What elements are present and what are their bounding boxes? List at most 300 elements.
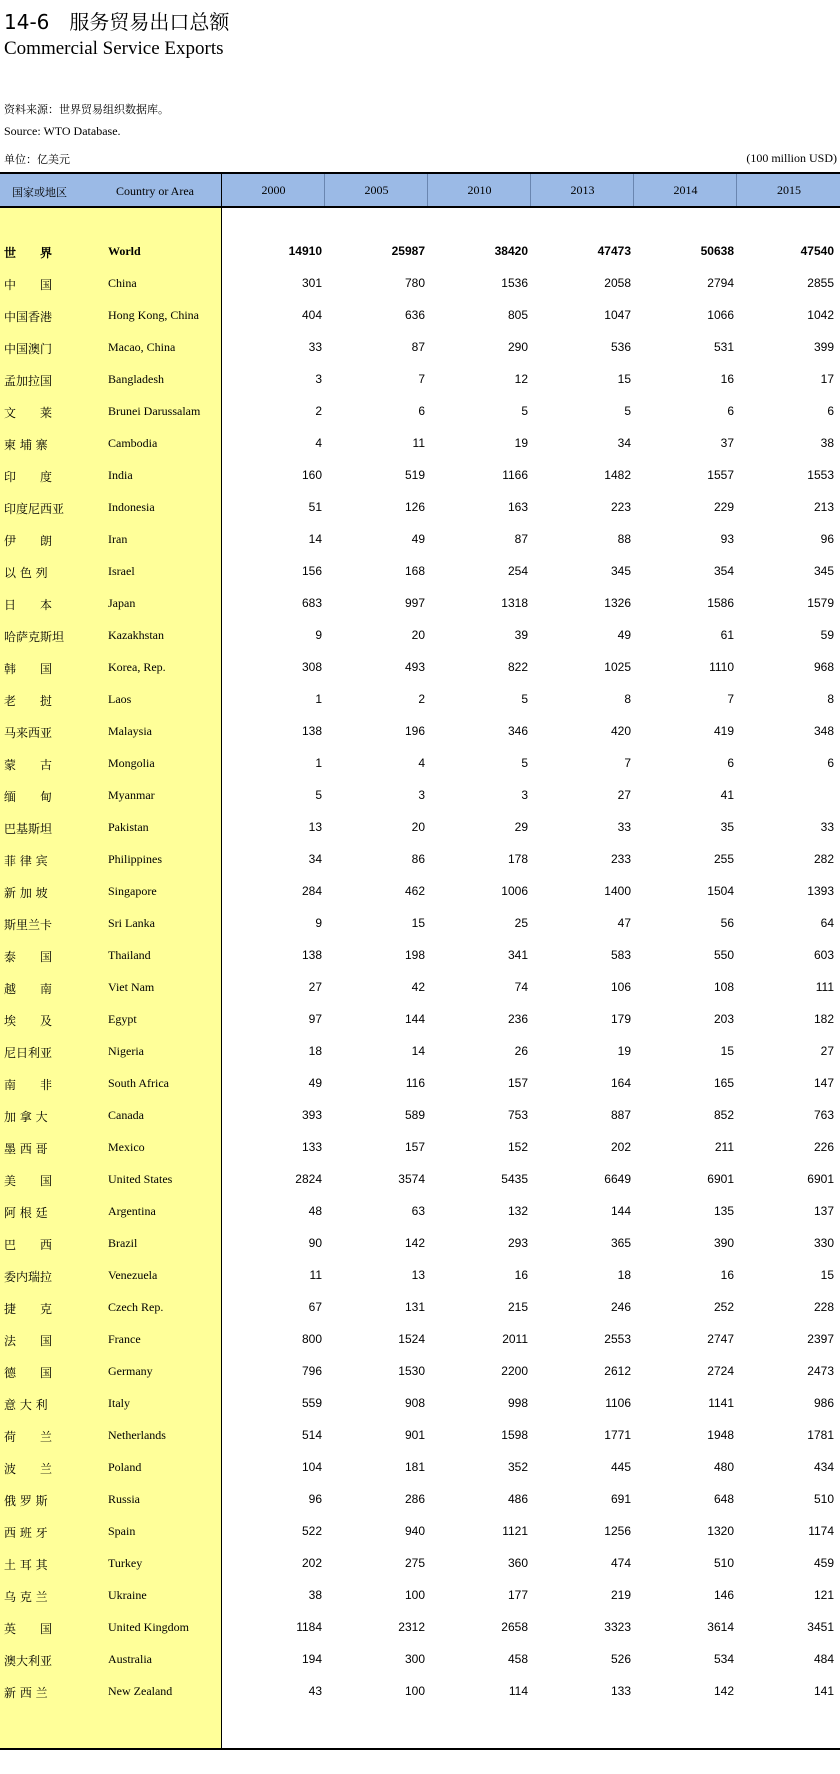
table-row xyxy=(0,588,840,620)
value-cell: 293 xyxy=(507,1236,528,1250)
country-name-chinese: 美 国 xyxy=(4,1174,53,1188)
value-cell: 19 xyxy=(617,1044,631,1058)
value-cell: 589 xyxy=(404,1108,425,1122)
value-cell: 51 xyxy=(308,500,322,514)
value-cell: 106 xyxy=(610,980,631,994)
value-cell: 1 xyxy=(315,756,322,770)
value-cell: 5 xyxy=(624,404,631,418)
country-name-chinese: 中国澳门 xyxy=(4,342,53,356)
country-name-english: Poland xyxy=(108,1460,142,1474)
value-cell: 168 xyxy=(404,564,425,578)
table-row xyxy=(0,1228,840,1260)
value-cell: 156 xyxy=(301,564,322,578)
value-cell: 48 xyxy=(308,1204,322,1218)
value-cell: 179 xyxy=(610,1012,631,1026)
value-cell: 1536 xyxy=(501,276,528,290)
value-cell: 67 xyxy=(308,1300,322,1314)
table-row xyxy=(0,716,840,748)
table-row xyxy=(0,1100,840,1132)
country-name-english: Korea, Rep. xyxy=(108,660,166,674)
value-cell: 534 xyxy=(713,1652,734,1666)
value-cell: 6 xyxy=(418,404,425,418)
header-year-2005: 2005 xyxy=(324,174,428,206)
header-year-2010: 2010 xyxy=(427,174,531,206)
value-cell: 38420 xyxy=(494,244,528,258)
table-row xyxy=(0,556,840,588)
data-table xyxy=(0,172,840,1750)
value-cell: 484 xyxy=(813,1652,834,1666)
table-row xyxy=(0,1196,840,1228)
value-cell: 887 xyxy=(610,1108,631,1122)
value-cell: 219 xyxy=(610,1588,631,1602)
value-cell: 56 xyxy=(720,916,734,930)
value-cell: 536 xyxy=(610,340,631,354)
country-name-chinese: 马来西亚 xyxy=(4,726,53,740)
value-cell: 3574 xyxy=(398,1172,425,1186)
value-cell: 480 xyxy=(713,1460,734,1474)
value-cell: 8 xyxy=(624,692,631,706)
value-cell: 290 xyxy=(507,340,528,354)
value-cell: 146 xyxy=(713,1588,734,1602)
value-cell: 404 xyxy=(301,308,322,322)
value-cell: 132 xyxy=(507,1204,528,1218)
value-cell: 236 xyxy=(507,1012,528,1026)
country-name-chinese: 波 兰 xyxy=(4,1462,53,1476)
value-cell: 510 xyxy=(713,1556,734,1570)
value-cell: 25 xyxy=(514,916,528,930)
value-cell: 908 xyxy=(404,1396,425,1410)
value-cell: 445 xyxy=(610,1460,631,1474)
value-cell: 13 xyxy=(411,1268,425,1282)
value-cell: 822 xyxy=(507,660,528,674)
value-cell: 11 xyxy=(309,1268,322,1282)
value-cell: 1400 xyxy=(604,884,631,898)
value-cell: 203 xyxy=(713,1012,734,1026)
value-cell: 20 xyxy=(411,820,425,834)
value-cell: 352 xyxy=(507,1460,528,1474)
value-cell: 1524 xyxy=(398,1332,425,1346)
value-cell: 165 xyxy=(713,1076,734,1090)
value-cell: 47473 xyxy=(597,244,631,258)
value-cell: 17 xyxy=(820,372,834,386)
value-cell: 49 xyxy=(617,628,631,642)
country-name-english: Kazakhstan xyxy=(108,628,164,642)
value-cell: 20 xyxy=(411,628,425,642)
country-name-english: Pakistan xyxy=(108,820,149,834)
value-cell: 202 xyxy=(301,1556,322,1570)
value-cell: 114 xyxy=(508,1684,528,1698)
table-row xyxy=(0,620,840,652)
table-title-english: Commercial Service Exports xyxy=(4,38,224,59)
value-cell: 2658 xyxy=(501,1620,528,1634)
value-cell: 6 xyxy=(727,756,734,770)
country-name-english: Czech Rep. xyxy=(108,1300,164,1314)
value-cell: 2397 xyxy=(807,1332,834,1346)
value-cell: 2855 xyxy=(807,276,834,290)
country-name-chinese: 新 西 兰 xyxy=(4,1686,48,1700)
value-cell: 5 xyxy=(315,788,322,802)
value-cell: 142 xyxy=(713,1684,734,1698)
value-cell: 163 xyxy=(507,500,528,514)
value-cell: 3 xyxy=(521,788,528,802)
value-cell: 1184 xyxy=(296,1620,322,1634)
value-cell: 346 xyxy=(507,724,528,738)
value-cell: 233 xyxy=(610,852,631,866)
value-cell: 137 xyxy=(813,1204,834,1218)
value-cell: 3 xyxy=(315,372,322,386)
country-name-english: World xyxy=(108,244,141,258)
value-cell: 805 xyxy=(507,308,528,322)
country-name-english: Thailand xyxy=(108,948,151,962)
table-row xyxy=(0,1292,840,1324)
value-cell: 152 xyxy=(507,1140,528,1154)
value-cell: 796 xyxy=(301,1364,322,1378)
country-name-english: Mongolia xyxy=(108,756,155,770)
country-name-english: Myanmar xyxy=(108,788,155,802)
value-cell: 144 xyxy=(610,1204,631,1218)
country-name-chinese: 捷 克 xyxy=(4,1302,53,1316)
value-cell: 135 xyxy=(713,1204,734,1218)
header-year-2013: 2013 xyxy=(530,174,634,206)
table-row xyxy=(0,1132,840,1164)
value-cell: 211 xyxy=(714,1140,734,1154)
value-cell: 88 xyxy=(617,532,631,546)
value-cell: 37 xyxy=(720,436,734,450)
value-cell: 18 xyxy=(617,1268,631,1282)
country-name-english: Hong Kong, China xyxy=(108,308,199,322)
value-cell: 100 xyxy=(404,1588,425,1602)
value-cell: 1557 xyxy=(707,468,734,482)
country-name-english: United Kingdom xyxy=(108,1620,189,1634)
country-name-chinese: 孟加拉国 xyxy=(4,374,53,388)
value-cell: 3 xyxy=(418,788,425,802)
value-cell: 6 xyxy=(827,404,834,418)
table-row xyxy=(0,268,840,300)
table-row xyxy=(0,1068,840,1100)
value-cell: 42 xyxy=(411,980,425,994)
country-name-chinese: 印度尼西亚 xyxy=(4,502,65,516)
value-cell: 284 xyxy=(301,884,322,898)
value-cell: 286 xyxy=(404,1492,425,1506)
value-cell: 255 xyxy=(713,852,734,866)
value-cell: 9 xyxy=(315,628,322,642)
value-cell: 2 xyxy=(315,404,322,418)
value-cell: 182 xyxy=(813,1012,834,1026)
table-row xyxy=(0,1356,840,1388)
value-cell: 181 xyxy=(404,1460,425,1474)
value-cell: 47540 xyxy=(800,244,834,258)
value-cell: 753 xyxy=(507,1108,528,1122)
table-row xyxy=(0,428,840,460)
value-cell: 38 xyxy=(820,436,834,450)
country-name-chinese: 中国香港 xyxy=(4,310,53,324)
value-cell: 15 xyxy=(411,916,425,930)
value-cell: 93 xyxy=(720,532,734,546)
value-cell: 550 xyxy=(713,948,734,962)
country-name-english: Germany xyxy=(108,1364,153,1378)
value-cell: 526 xyxy=(610,1652,631,1666)
table-row xyxy=(0,876,840,908)
value-cell: 1504 xyxy=(707,884,734,898)
table-row xyxy=(0,524,840,556)
value-cell: 301 xyxy=(301,276,322,290)
country-name-english: Australia xyxy=(108,1652,152,1666)
country-name-chinese: 斯里兰卡 xyxy=(4,918,53,932)
value-cell: 1771 xyxy=(604,1428,631,1442)
value-cell: 6901 xyxy=(807,1172,834,1186)
value-cell: 365 xyxy=(610,1236,631,1250)
value-cell: 763 xyxy=(813,1108,834,1122)
value-cell: 19 xyxy=(514,436,528,450)
value-cell: 33 xyxy=(820,820,834,834)
header-year-2014: 2014 xyxy=(633,174,737,206)
value-cell: 1326 xyxy=(604,596,631,610)
unit-label-chinese: 单位：亿美元 xyxy=(4,153,70,166)
table-header-row xyxy=(0,174,840,208)
value-cell: 345 xyxy=(610,564,631,578)
value-cell: 1025 xyxy=(604,660,631,674)
value-cell: 2612 xyxy=(604,1364,631,1378)
country-name-chinese: 中 国 xyxy=(4,278,53,292)
value-cell: 2058 xyxy=(604,276,631,290)
value-cell: 254 xyxy=(507,564,528,578)
value-cell: 96 xyxy=(820,532,834,546)
country-name-chinese: 哈萨克斯坦 xyxy=(4,630,65,644)
value-cell: 1318 xyxy=(501,596,528,610)
value-cell: 246 xyxy=(610,1300,631,1314)
value-cell: 636 xyxy=(404,308,425,322)
value-cell: 12 xyxy=(514,372,528,386)
value-cell: 121 xyxy=(813,1588,834,1602)
value-cell: 41 xyxy=(720,788,734,802)
table-row xyxy=(0,1004,840,1036)
value-cell: 27 xyxy=(820,1044,834,1058)
value-cell: 1948 xyxy=(707,1428,734,1442)
value-cell: 27 xyxy=(617,788,631,802)
country-name-chinese: 乌 克 兰 xyxy=(4,1590,48,1604)
value-cell: 514 xyxy=(301,1428,322,1442)
value-cell: 33 xyxy=(308,340,322,354)
value-cell: 15 xyxy=(820,1268,834,1282)
value-cell: 1553 xyxy=(807,468,834,482)
value-cell: 147 xyxy=(813,1076,834,1090)
value-cell: 3323 xyxy=(604,1620,631,1634)
country-name-english: Laos xyxy=(108,692,132,706)
value-cell: 341 xyxy=(507,948,528,962)
value-cell: 87 xyxy=(514,532,528,546)
value-cell: 87 xyxy=(411,340,425,354)
country-name-chinese: 缅 甸 xyxy=(4,790,53,804)
country-name-english: Nigeria xyxy=(108,1044,144,1058)
country-name-chinese: 尼日利亚 xyxy=(4,1046,53,1060)
country-name-chinese: 以 色 列 xyxy=(4,566,48,580)
value-cell: 142 xyxy=(404,1236,425,1250)
country-name-english: Netherlands xyxy=(108,1428,166,1442)
header-year-2000: 2000 xyxy=(221,174,325,206)
value-cell: 29 xyxy=(514,820,528,834)
value-cell: 1586 xyxy=(707,596,734,610)
country-name-english: Malaysia xyxy=(108,724,152,738)
value-cell: 1530 xyxy=(398,1364,425,1378)
country-name-chinese: 俄 罗 斯 xyxy=(4,1494,48,1508)
country-name-chinese: 西 班 牙 xyxy=(4,1526,48,1540)
value-cell: 998 xyxy=(507,1396,528,1410)
value-cell: 1110 xyxy=(709,660,734,674)
country-name-english: Philippines xyxy=(108,852,163,866)
country-name-chinese: 世 界 xyxy=(4,246,53,260)
value-cell: 300 xyxy=(404,1652,425,1666)
country-name-chinese: 韩 国 xyxy=(4,662,53,676)
value-cell: 6 xyxy=(827,756,834,770)
value-cell: 226 xyxy=(813,1140,834,1154)
value-cell: 25987 xyxy=(391,244,425,258)
unit-label-english: (100 million USD) xyxy=(746,151,837,165)
value-cell: 275 xyxy=(404,1556,425,1570)
table-row xyxy=(0,396,840,428)
value-cell: 14 xyxy=(308,532,322,546)
value-cell: 1598 xyxy=(501,1428,528,1442)
value-cell: 144 xyxy=(404,1012,425,1026)
country-name-chinese: 南 非 xyxy=(4,1078,53,1092)
header-country-english: Country or Area xyxy=(116,184,194,198)
table-row xyxy=(0,332,840,364)
table-row xyxy=(0,1036,840,1068)
table-row xyxy=(0,236,840,268)
table-row xyxy=(0,1388,840,1420)
value-cell: 104 xyxy=(301,1460,322,1474)
value-cell: 138 xyxy=(301,724,322,738)
value-cell: 940 xyxy=(404,1524,425,1538)
value-cell: 1 xyxy=(315,692,322,706)
value-cell: 691 xyxy=(610,1492,631,1506)
value-cell: 800 xyxy=(301,1332,322,1346)
value-cell: 7 xyxy=(727,692,734,706)
value-cell: 229 xyxy=(713,500,734,514)
value-cell: 5 xyxy=(521,692,528,706)
value-cell: 50638 xyxy=(700,244,734,258)
table-row xyxy=(0,1612,840,1644)
country-name-chinese: 菲 律 宾 xyxy=(4,854,48,868)
table-row xyxy=(0,844,840,876)
country-name-english: Israel xyxy=(108,564,135,578)
value-cell: 1174 xyxy=(808,1524,834,1538)
country-name-english: Sri Lanka xyxy=(108,916,155,930)
value-cell: 5 xyxy=(521,404,528,418)
country-name-chinese: 法 国 xyxy=(4,1334,53,1348)
value-cell: 354 xyxy=(713,564,734,578)
table-row xyxy=(0,1164,840,1196)
value-cell: 1256 xyxy=(604,1524,631,1538)
value-cell: 177 xyxy=(507,1588,528,1602)
value-cell: 486 xyxy=(507,1492,528,1506)
value-cell: 458 xyxy=(507,1652,528,1666)
country-name-chinese: 巴基斯坦 xyxy=(4,822,53,836)
value-cell: 157 xyxy=(404,1140,425,1154)
value-cell: 1320 xyxy=(707,1524,734,1538)
value-cell: 390 xyxy=(713,1236,734,1250)
table-row xyxy=(0,652,840,684)
value-cell: 419 xyxy=(713,724,734,738)
value-cell: 360 xyxy=(507,1556,528,1570)
country-name-chinese: 伊 朗 xyxy=(4,534,53,548)
value-cell: 133 xyxy=(301,1140,322,1154)
value-cell: 1141 xyxy=(708,1396,734,1410)
value-cell: 1482 xyxy=(604,468,631,482)
table-row xyxy=(0,1676,840,1708)
value-cell: 559 xyxy=(301,1396,322,1410)
value-cell: 7 xyxy=(624,756,631,770)
value-cell: 510 xyxy=(813,1492,834,1506)
value-cell: 18 xyxy=(308,1044,322,1058)
value-cell: 196 xyxy=(404,724,425,738)
country-name-english: India xyxy=(108,468,133,482)
country-name-english: Macao, China xyxy=(108,340,176,354)
value-cell: 531 xyxy=(713,340,734,354)
table-row xyxy=(0,1644,840,1676)
country-name-english: Japan xyxy=(108,596,136,610)
value-cell: 1393 xyxy=(807,884,834,898)
country-name-english: New Zealand xyxy=(108,1684,173,1698)
value-cell: 133 xyxy=(610,1684,631,1698)
country-name-chinese: 文 莱 xyxy=(4,406,53,420)
country-name-english: Canada xyxy=(108,1108,144,1122)
country-name-english: China xyxy=(108,276,137,290)
value-cell: 16 xyxy=(720,1268,734,1282)
value-cell: 986 xyxy=(813,1396,834,1410)
value-cell: 11 xyxy=(412,436,425,450)
value-cell: 1047 xyxy=(604,308,631,322)
country-name-chinese: 埃 及 xyxy=(4,1014,53,1028)
value-cell: 997 xyxy=(404,596,425,610)
value-cell: 6 xyxy=(727,404,734,418)
country-name-english: Argentina xyxy=(108,1204,156,1218)
value-cell: 47 xyxy=(617,916,631,930)
country-name-english: Iran xyxy=(108,532,128,546)
value-cell: 178 xyxy=(507,852,528,866)
value-cell: 462 xyxy=(404,884,425,898)
value-cell: 308 xyxy=(301,660,322,674)
country-name-chinese: 德 国 xyxy=(4,1366,53,1380)
country-name-chinese: 阿 根 廷 xyxy=(4,1206,48,1220)
table-row xyxy=(0,1580,840,1612)
value-cell: 4 xyxy=(418,756,425,770)
table-row xyxy=(0,812,840,844)
table-row xyxy=(0,460,840,492)
country-name-english: Indonesia xyxy=(108,500,155,514)
value-cell: 1006 xyxy=(501,884,528,898)
value-cell: 64 xyxy=(820,916,834,930)
table-row xyxy=(0,1484,840,1516)
table-number-title: 14-6 服务贸易出口总额 xyxy=(4,10,230,34)
country-name-chinese: 蒙 古 xyxy=(4,758,53,772)
value-cell: 16 xyxy=(720,372,734,386)
value-cell: 35 xyxy=(720,820,734,834)
country-name-chinese: 墨 西 哥 xyxy=(4,1142,48,1156)
value-cell: 434 xyxy=(813,1460,834,1474)
value-cell: 213 xyxy=(813,500,834,514)
value-cell: 2724 xyxy=(707,1364,734,1378)
table-row xyxy=(0,364,840,396)
country-name-chinese: 荷 兰 xyxy=(4,1430,53,1444)
table-row xyxy=(0,1420,840,1452)
value-cell: 1121 xyxy=(502,1524,528,1538)
table-row xyxy=(0,300,840,332)
value-cell: 583 xyxy=(610,948,631,962)
value-cell: 6649 xyxy=(604,1172,631,1186)
country-name-chinese: 意 大 利 xyxy=(4,1398,48,1412)
table-row xyxy=(0,1324,840,1356)
value-cell: 2553 xyxy=(604,1332,631,1346)
